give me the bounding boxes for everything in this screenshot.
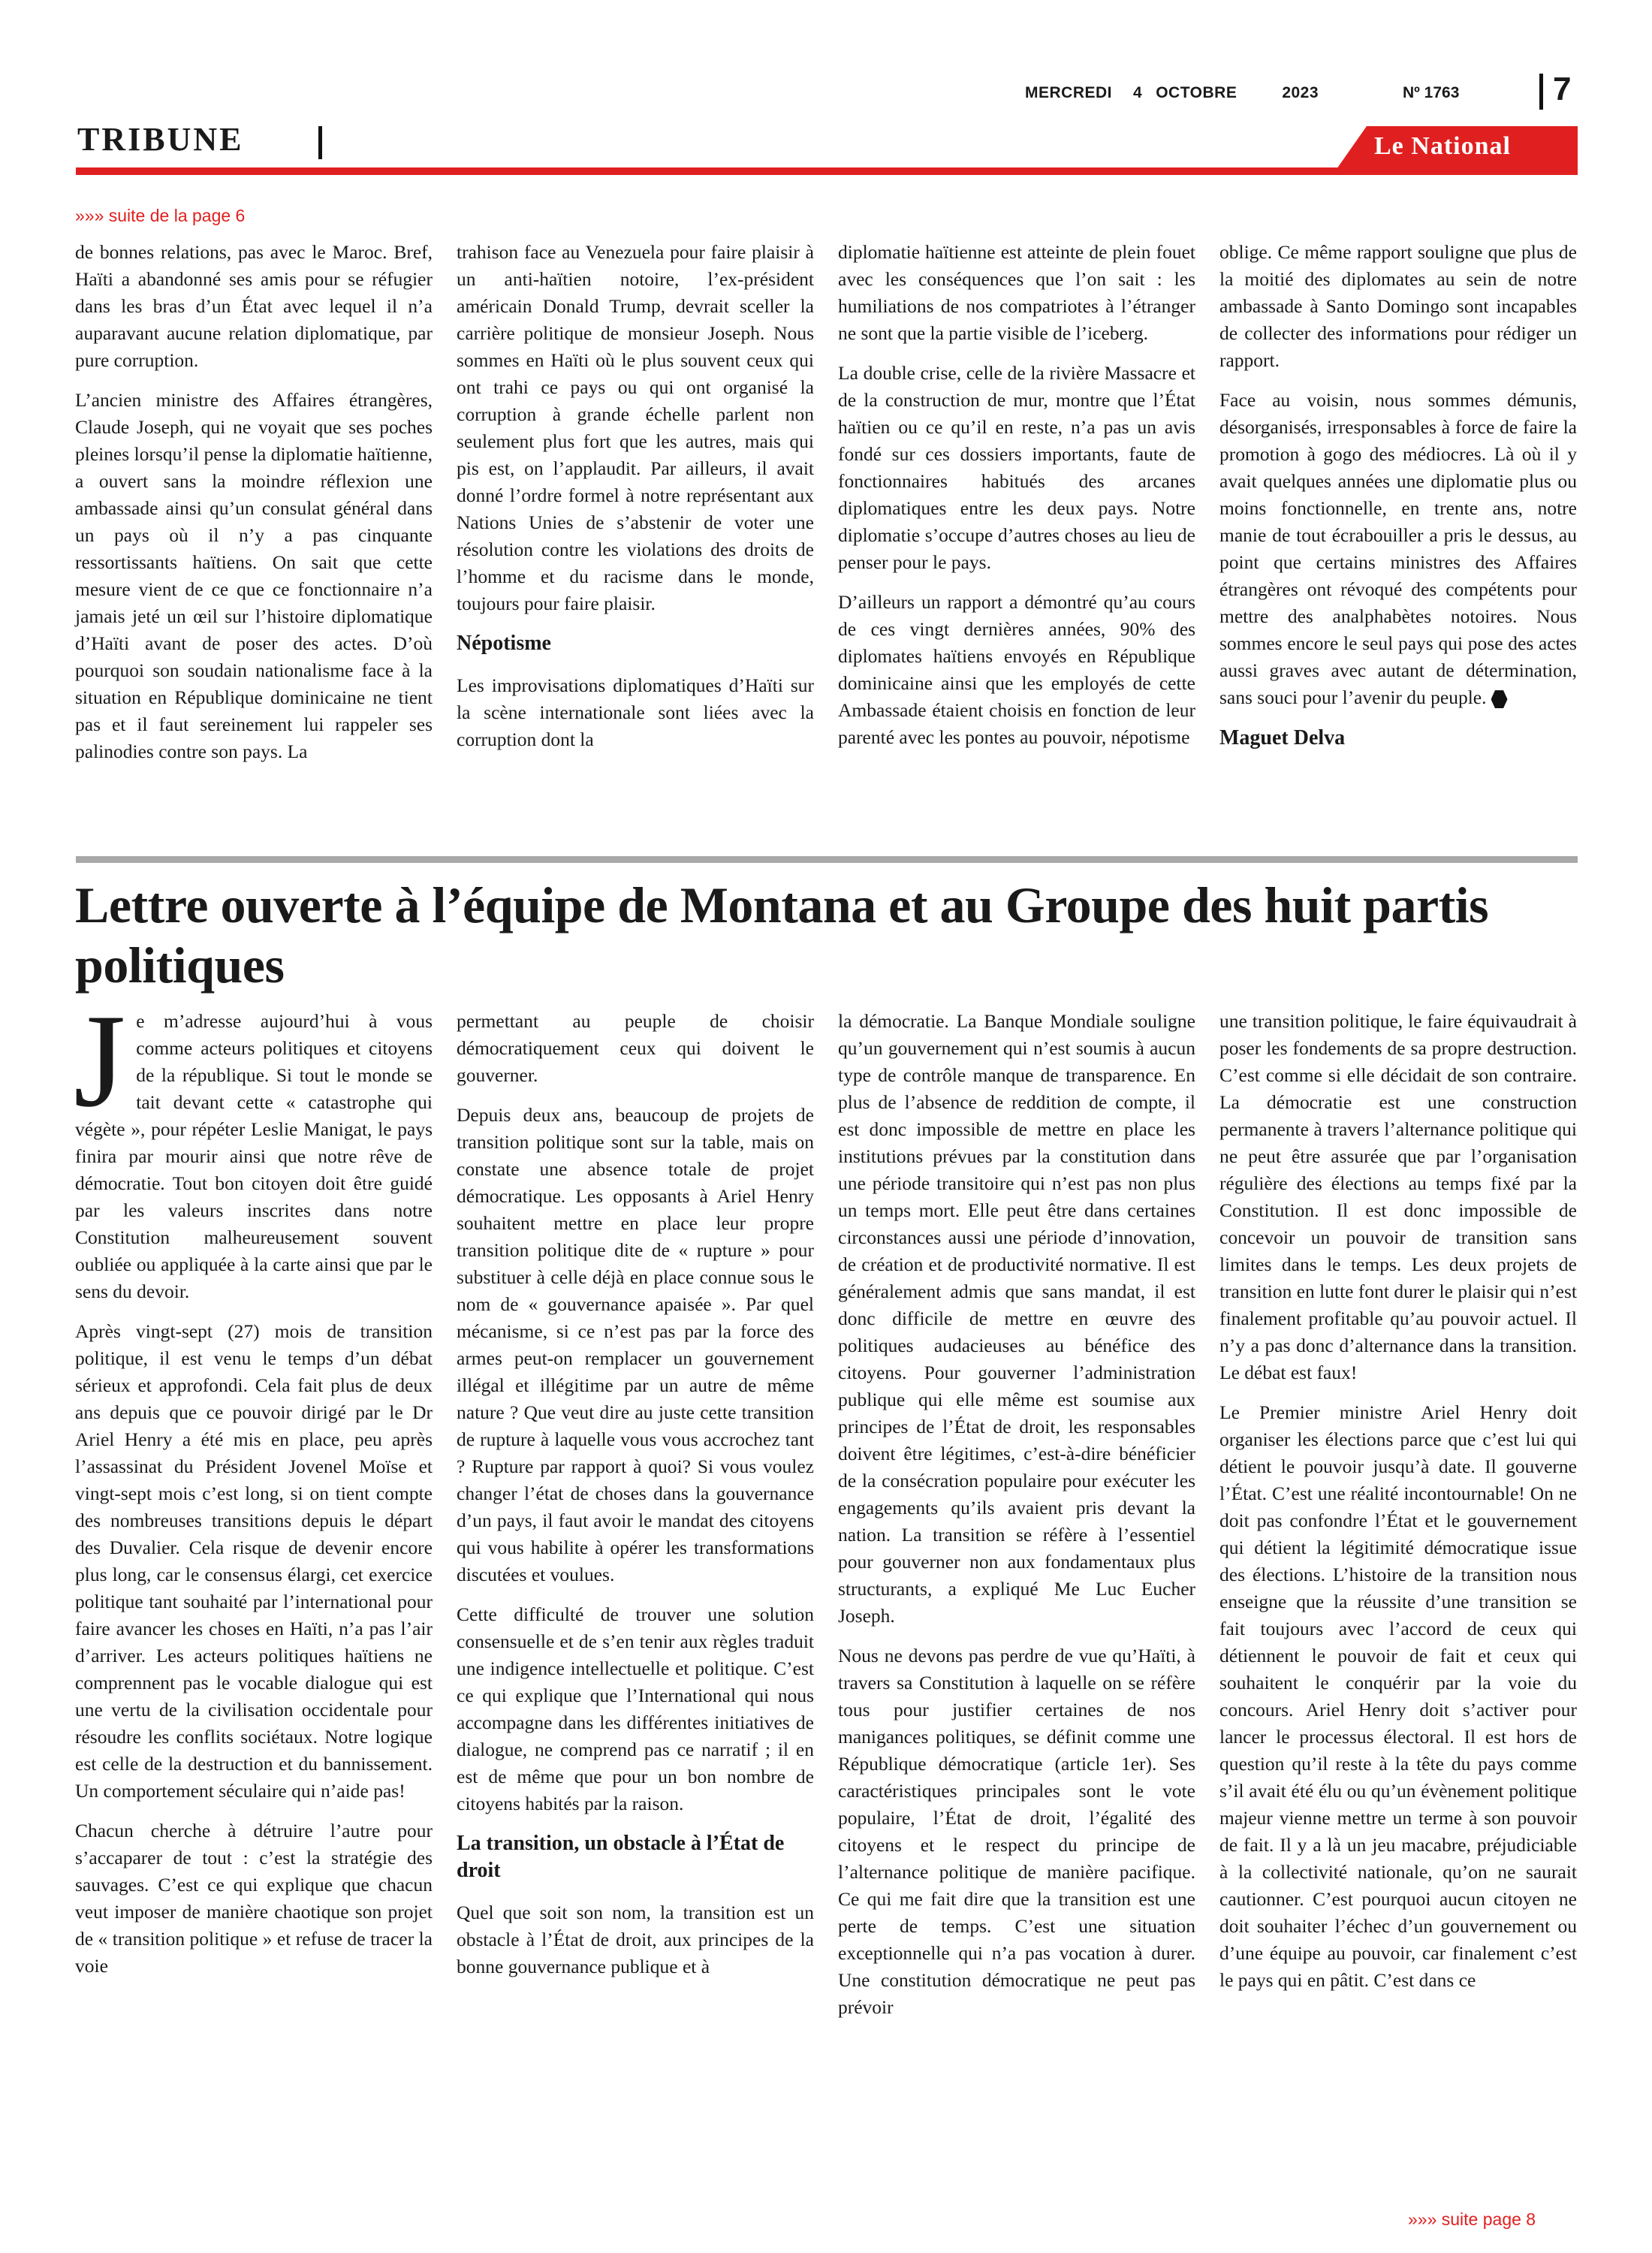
- article1-column-1: [75, 239, 433, 778]
- paragraph: Quel que soit son nom, la transition est un obstacle à l’État de droit, aux principes de la bonne gouvernance publique et à: [457, 1902, 814, 1977]
- date-year: 2023: [1282, 84, 1319, 101]
- paragraph: Les improvisations diplomatiques d’Haïti sur la scène internationale sont liées avec la corruption dont la: [457, 674, 814, 750]
- article2-column-3: [838, 1008, 1195, 2034]
- paragraph: La double crise, celle de la rivière Massacre et de la construction de mur, montre que l’État haïtien ou ce qu’il en reste, n’a pas un avis fondé sur ces dossiers importants, faute de fonctionnaires habitués des arcanes diplomatiques entre les deux pays. Notre diplomatie s’occupe d’autres choses au lieu de penser pour le pays.: [838, 362, 1195, 573]
- paragraph: oblige. Ce même rapport souligne que plus de la moitié des diplomates au sein de notre ambassade à Santo Domingo sont incapables de collecter des informations pour rédiger un rapport.: [1219, 241, 1577, 371]
- article2-headline: Lettre ouverte à l’équipe de Montana et au Groupe des huit partis politiques: [75, 876, 1489, 994]
- paragraph: Après vingt-sept (27) mois de transition politique, il est venu le temps d’un débat sérieux et approfondi. Cela fait plus de deux ans depuis que ce pouvoir dirigé par le Dr Ariel Henry a été mis en place, peu après l’assassinat du Président Jovenel Moïse et vingt-sept mois c’est long, si on tient compte des nombreuses transitions depuis le départ des Duvalier. Cela risque de devenir encore plus long, car le consensus élargi, cet exercice politique tant souhaité par l’international pour faire avancer les choses en Haïti, n’a pas l’air d’arriver. Les acteurs politiques haïtiens ne comprennent pas le vocable dialogue qui est une vertu de la civilisation occidentale pour résoudre les conflits sociétaux. Notre logique est celle de la destruction et du bannissement. Un comportement séculaire qui n’aide pas!: [75, 1320, 433, 1802]
- article1-column-4: [1219, 239, 1577, 752]
- article2-column-4: [1219, 1008, 1577, 2007]
- page-number: 7: [1553, 71, 1572, 107]
- lead-paragraph: [74, 986, 433, 1305]
- header-divider: [1539, 74, 1543, 110]
- paragraph: une transition politique, le faire équivaudrait à poser les fondements de sa propre destruction. C’est comme si elle décidait de son contraire. La démocratie est une construction permanente à travers l’alternance politique qui ne peut être assurée que par l’organisation régulière des élections au temps fixé par la Constitution. Il est donc impossible de concevoir un pouvoir de transition sans limites dans le temps. Les deux projets de transition en lutte font durer le plaisir qui n’est finalement profitable qu’au pouvoir actuel. Il n’y a pas donc d’alternance dans la transition. Le débat est faux!: [1219, 1010, 1577, 1383]
- paragraph: D’ailleurs un rapport a démontré qu’au cours de ces vingt dernières années, 90% des diplomates haïtiens envoyés en République dominicaine ainsi que les employés de cette Ambassade étaient choisis en fonction de leur parenté avec les pontes au pouvoir, népotisme: [838, 591, 1195, 748]
- paragraph: permettant au peuple de choisir démocratiquement ceux qui doivent le gouverner.: [457, 1010, 814, 1086]
- paragraph: de bonnes relations, pas avec le Maroc. Bref, Haïti a abandonné ses amis pour se réfugier dans les bras d’un État avec lequel il n’a auparavant aucune relation diplomatique, par pure corruption.: [75, 241, 433, 371]
- author-signature: Maguet Delva: [1219, 726, 1346, 749]
- issue-number: Nº 1763: [1403, 84, 1460, 101]
- drop-cap: J: [74, 986, 126, 1135]
- date-day: MERCREDI: [1025, 84, 1113, 101]
- date-month: OCTOBRE: [1156, 84, 1237, 101]
- end-of-article-icon: [1491, 690, 1508, 708]
- paragraph: trahison face au Venezuela pour faire plaisir à un anti-haïtien notoire, l’ex-président américain Donald Trump, devrait sceller la carrière politique de monsieur Joseph. Nous sommes en Haïti où le plus souvent ceux qui ont trahi ce pays ou qui ont organisé la corruption à grande échelle parlent non seulement plus fort que les autres, mais qui pis est, on l’applaudit. Par ailleurs, il avait donné l’ordre formel à notre représentant aux Nations Unies de s’abstenir de voter une résolution contre les violations des droits de l’homme et du racisme dans le monde, toujours pour faire plaisir.: [457, 241, 814, 614]
- paragraph: diplomatie haïtienne est atteinte de plein fouet avec les conséquences que l’on sait : les humiliations de nos compatriotes à l’étranger ne sont que la partie visible de l’iceberg.: [838, 241, 1195, 344]
- paragraph: Chacun cherche à détruire l’autre pour s’accaparer de tout : c’est la stratégie des sauvages. C’est ce qui explique que chacun veut imposer de manière chaotique son projet de « transition politique » et refuse de tracer la voie: [75, 1820, 433, 1977]
- brand-logo: Le National: [1374, 132, 1511, 160]
- header-rule: [76, 167, 1578, 175]
- article2-column-1: [74, 986, 433, 1992]
- section-title: TRIBUNE: [77, 121, 244, 158]
- lead-text: e m’adresse aujourd’hui à vous comme acteurs politiques et citoyens de la république. Si tout le monde se tait devant cette « catastrophe qui végète », pour répéter Leslie Manigat, le pays finira par mourir ainsi que notre rêve de démocratie. Tout bon citoyen doit être guidé par les valeurs inscrites dans notre Constitution malheureusement souvent oubliée ou appliquée à la carte ainsi que par le sens du devoir.: [75, 1010, 433, 1302]
- subheading: Népotisme: [457, 632, 551, 655]
- article1-column-3: [838, 239, 1195, 764]
- paragraph-text: Face au voisin, nous sommes démunis, désorganisés, irresponsables à force de faire la promotion à gogo des médiocres. Là où il y avait quelques années une diplomatie plus ou moins fonctionnelle, en trente ans, notre manie de tout écrabouiller a pris le dessus, au point que certains ministres des Affaires étrangères ont révoqué des compétents pour mettre des analphabètes notoires. Nous sommes encore le seul pays qui pose des actes aussi graves avec autant de détermination, sans souci pour l’avenir du peuple.: [1219, 389, 1577, 708]
- paragraph: Cette difficulté de trouver une solution consensuelle et de s’en tenir aux règles traduit une indigence intellectuelle et politique. C’est ce qui explique que l’International qui nous accompagne dans les différentes initiatives de dialogue, ne comprend pas ce narratif ; il en est de même que pour un bon nombre de citoyens habités par la raison.: [457, 1603, 814, 1814]
- paragraph: Le Premier ministre Ariel Henry doit organiser les élections parce que c’est lui qui détient le pouvoir jusqu’à date. Il gouverne l’État. C’est une réalité incontournable! On ne doit pas confondre l’État et le gouvernement qui détient la légitimité démocratique issue des élections. L’histoire de la transition nous enseigne que la réussite d’une transition se fait toujours avec l’accord de ceux qui détiennent le pouvoir de fait et ceux qui souhaitent le conquérir par la voie du concours. Ariel Henry doit s’activer pour lancer le processus électoral. Il est hors de question qu’il reste à la tête du pays comme s’il avait été élu ou qu’un évènement politique majeur vienne mettre un terme à son pouvoir de fait. Il y a là un jeu macabre, préjudiciable à la collectivité nationale, qu’on ne saurait cautionner. C’est pourquoi aucun citoyen ne doit souhaiter l’échec d’un gouvernement ou d’une équipe au pouvoir, car finalement c’est le pays qui en pâtit. C’est dans ce: [1219, 1401, 1577, 1991]
- paragraph: [1219, 387, 1577, 711]
- date-number: 4: [1133, 84, 1143, 101]
- article1-column-2: [457, 239, 814, 766]
- article-divider: [76, 856, 1578, 863]
- paragraph: la démocratie. La Banque Mondiale souligne qu’un gouvernement qui n’est soumis à aucun type de contrôle manque de transparence. En plus de l’absence de reddition de compte, il est donc impossible de mettre en place les institutions prévues par la constitution dans une période transitoire qui n’est pas non plus un temps mort. Elle peut être dans certaines circonstances aussi une période d’innovation, de création et de productivité normative. Il est généralement admis que sans mandat, il est donc difficile de mettre en œuvre des politiques audacieuses au bénéfice des citoyens. Pour gouverner l’administration publique qui elle même est soumise aux principes de l’État de droit, les responsables doivent être légitimes, c’est-à-dire bénéficier de la consécration populaire pour exécuter les engagements qu’ils avaient pris devant la nation. La transition se réfère à l’essentiel pour gouverner non aux fondamentaux plus structurants, a expliqué Me Luc Eucher Joseph.: [838, 1010, 1195, 1627]
- section-divider: [318, 126, 322, 159]
- paragraph: L’ancien ministre des Affaires étrangères, Claude Joseph, qui ne voyait que ses poches pleines lorsqu’il pense la diplomatie haïtienne, a ouvert sans la moindre réflexion une ambassade ainsi qu’un consulat général dans un pays où il n’y a pas cinquante ressortissants haïtiens. On sait que cette mesure vient de ce que ce fonctionnaire n’a jamais jeté un œil sur l’histoire diplomatique d’Haïti avant de poser des actes. D’où pourquoi son soudain nationalisme face à la situation en République dominicaine ne tient pas et il faut sereinement lui rappeler ses palinodies contre son pays. La: [75, 389, 433, 762]
- paragraph: Depuis deux ans, beaucoup de projets de transition politique sont sur la table, mais on constate une absence totale de projet démocratique. Les opposants à Ariel Henry souhaitent mettre en place leur propre transition politique dite de « rupture » pour substituer à celle déjà en place connue sous le nom de « gouvernance apaisée ». Par quel mécanisme, si ce n’est pas par la force des armes peut-on remplacer un gouvernement illégal et illégitime par un autre de même nature ? Que veut dire au juste cette transition de rupture à laquelle vous vous accrochez tant ? Rupture par rapport à quoi? Si vous voulez changer l’état de choses dans la gouvernance d’un pays, il faut avoir le mandat des citoyens qui vous habilite à opérer les transformations discutées et voulues.: [457, 1104, 814, 1585]
- continued-from: »»» suite de la page 6: [75, 206, 246, 225]
- paragraph: Nous ne devons pas perdre de vue qu’Haïti, à travers sa Constitution à laquelle on se réfère tous pour justifier certaines de nos manigances politiques, se définit comme une République démocratique (article 1er). Ses caractéristiques principales sont le vote populaire, l’État de droit, l’égalité des citoyens et le respect du principe de l’alternance politique de manière pacifique. Ce qui me fait dire que la transition est une perte de temps. C’est une situation exceptionnelle qui n’a pas vocation à durer. Une constitution démocratique ne peut pas prévoir: [838, 1645, 1195, 2018]
- article2-column-2: [457, 1008, 814, 1993]
- subheading: La transition, un obstacle à l’État de droit: [457, 1832, 785, 1882]
- issue-date: [1025, 84, 1340, 102]
- continued-to-link[interactable]: »»» suite page 8: [1408, 2209, 1536, 2229]
